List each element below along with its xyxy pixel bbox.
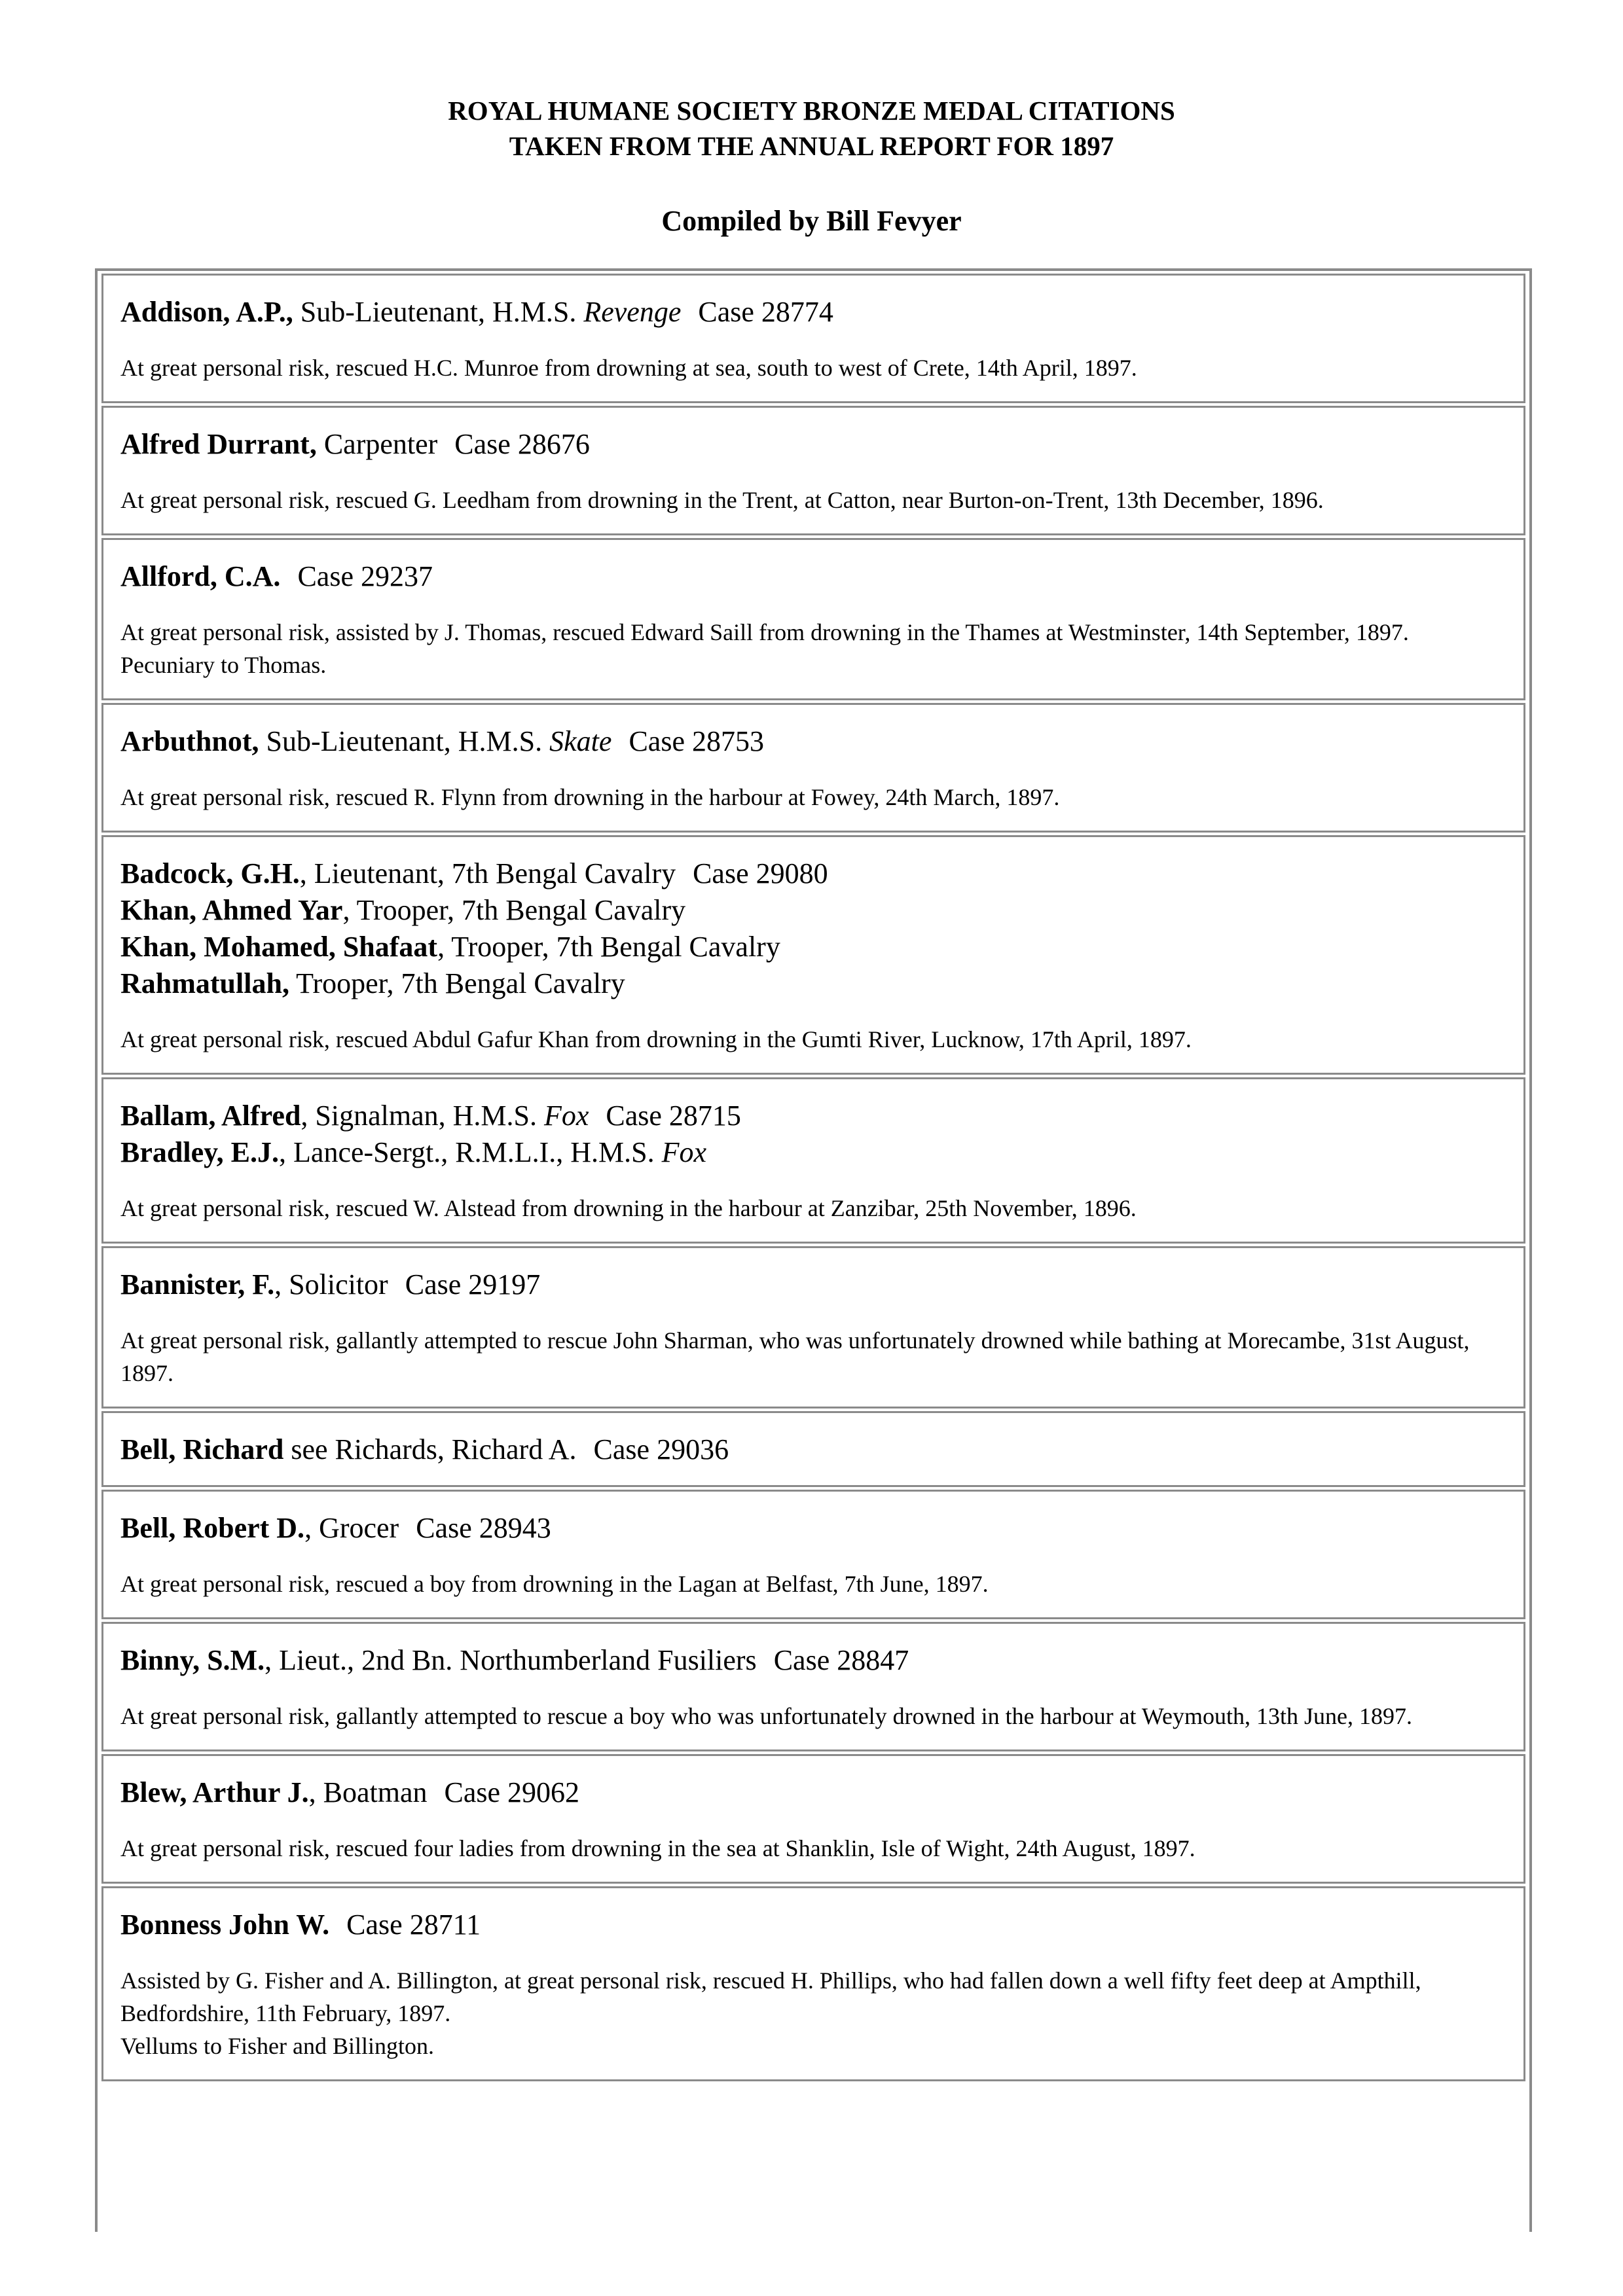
citation-heading-line [120, 965, 1510, 1002]
citation-heading-line [120, 892, 1510, 929]
recipient-role: , Signalman, H.M.S. [301, 1100, 544, 1132]
ship-name: Fox [661, 1136, 707, 1168]
recipient-name: Ballam, Alfred [120, 1100, 301, 1132]
citation-note: Vellums to Fisher and Billington. [120, 2033, 435, 2059]
citation-entry [101, 1886, 1525, 2081]
recipient-role: , Boatman [308, 1776, 428, 1808]
citation-entry [101, 1077, 1525, 1244]
citation-note: Pecuniary to Thomas. [120, 652, 327, 678]
citation-heading-line [120, 1134, 1510, 1171]
citation-heading-line [120, 1098, 1510, 1134]
citation-description: At great personal risk, rescued Abdul Gafur Khan from drowning in the Gumti River, Lucknow, 17th April, 1897. [120, 1026, 1192, 1052]
recipient-name: Alfred Durrant, [120, 428, 317, 460]
recipient-role: Carpenter [316, 428, 438, 460]
recipient-role: , Lance-Sergt., R.M.L.I., H.M.S. [279, 1136, 662, 1168]
compiled-by: Compiled by Bill Fevyer [661, 205, 962, 237]
document-title-line-1: ROYAL HUMANE SOCIETY BRONZE MEDAL CITATIONS [448, 96, 1175, 126]
recipient-role: Trooper, 7th Bengal Cavalry [289, 967, 625, 999]
citation-entry [101, 1490, 1525, 1619]
citation-description: At great personal risk, assisted by J. Thomas, rescued Edward Saill from drowning in the Thames at Westminster, 14th September, 1897. [120, 619, 1409, 645]
citation-entry [101, 1622, 1525, 1751]
citation-entry [101, 406, 1525, 535]
citation-heading-line [120, 1510, 1510, 1547]
citation-description: At great personal risk, gallantly attempted to rescue a boy who was unfortunately drowned in the harbour at Weymouth, 13th June, 1897. [120, 1703, 1412, 1729]
case-number: Case 28943 [416, 1512, 551, 1544]
recipient-name: Arbuthnot, [120, 725, 259, 757]
citation-description: At great personal risk, rescued G. Leedham from drowning in the Trent, at Catton, near Burton-on-Trent, 13th December, 1896. [120, 487, 1324, 513]
citation-entry [101, 1411, 1525, 1487]
citation-description: Assisted by G. Fisher and A. Billington, at great personal risk, rescued H. Phillips, who had fallen down a well fifty feet deep at Ampthill, Bedfordshire, 11th February, 1897. [120, 1967, 1421, 2026]
recipient-name: Khan, Ahmed Yar [120, 894, 343, 926]
case-number: Case 29080 [693, 857, 828, 889]
recipient-role: , Solicitor [274, 1268, 388, 1300]
recipient-name: Allford, C.A. [120, 560, 281, 592]
citation-heading-line [120, 1774, 1510, 1811]
citation-entry [101, 835, 1525, 1075]
document-title-line-2: TAKEN FROM THE ANNUAL REPORT FOR 1897 [509, 131, 1114, 161]
recipient-name: Bannister, F. [120, 1268, 275, 1300]
citations-table [95, 268, 1532, 2232]
citation-description: At great personal risk, gallantly attempted to rescue John Sharman, who was unfortunately drowned while bathing at Morecambe, 31st August, 1897. [120, 1327, 1470, 1386]
citation-description: At great personal risk, rescued W. Alstead from drowning in the harbour at Zanzibar, 25th November, 1896. [120, 1195, 1137, 1221]
citation-entry [101, 1754, 1525, 1884]
citation-description: At great personal risk, rescued a boy from drowning in the Lagan at Belfast, 7th June, 1897. [120, 1571, 989, 1597]
case-number: Case 29062 [444, 1776, 580, 1808]
citation-heading-line [120, 1642, 1510, 1679]
citation-description: At great personal risk, rescued H.C. Munroe from drowning at sea, south to west of Crete, 14th April, 1897. [120, 355, 1137, 381]
case-number: Case 28847 [773, 1644, 909, 1676]
case-number: Case 28676 [454, 428, 590, 460]
recipient-role: , Lieut., 2nd Bn. Northumberland Fusiliers [264, 1644, 757, 1676]
ship-name: Revenge [583, 296, 682, 328]
citation-entry [101, 274, 1525, 403]
citation-heading-line [120, 1907, 1510, 1943]
recipient-name: Badcock, G.H. [120, 857, 300, 889]
recipient-name: Addison, A.P., [120, 296, 293, 328]
citation-description: At great personal risk, rescued four ladies from drowning in the sea at Shanklin, Isle of Wight, 24th August, 1897. [120, 1835, 1195, 1861]
citation-heading-line [120, 294, 1510, 331]
citation-entry [101, 703, 1525, 833]
recipient-name: Khan, Mohamed, Shafaat [120, 931, 438, 963]
case-number: Case 28711 [346, 1909, 481, 1941]
recipient-role: see Richards, Richard A. [283, 1433, 577, 1465]
recipient-name: Binny, S.M. [120, 1644, 265, 1676]
citation-heading-line [120, 1266, 1510, 1303]
citation-description: At great personal risk, rescued R. Flynn from drowning in the harbour at Fowey, 24th March, 1897. [120, 784, 1060, 810]
citation-entry [101, 538, 1525, 700]
ship-name: Skate [549, 725, 612, 757]
citation-heading-line [120, 855, 1510, 892]
recipient-name: Rahmatullah, [120, 967, 289, 999]
case-number: Case 29036 [593, 1433, 729, 1465]
recipient-name: Bell, Richard [120, 1433, 284, 1465]
case-number: Case 28753 [629, 725, 764, 757]
recipient-name: Blew, Arthur J. [120, 1776, 309, 1808]
recipient-role: , Grocer [304, 1512, 399, 1544]
case-number: Case 29197 [405, 1268, 541, 1300]
case-number: Case 29237 [297, 560, 433, 592]
recipient-role: Sub-Lieutenant, H.M.S. [293, 296, 584, 328]
recipient-role: , Trooper, 7th Bengal Cavalry [342, 894, 686, 926]
recipient-role: Sub-Lieutenant, H.M.S. [259, 725, 550, 757]
citation-entry [101, 1246, 1525, 1408]
case-number: Case 28715 [606, 1100, 741, 1132]
citation-heading-line [120, 929, 1510, 965]
page-header [0, 93, 1623, 240]
ship-name: Fox [544, 1100, 589, 1132]
citation-heading-line [120, 723, 1510, 760]
citation-heading-line [120, 1431, 1510, 1468]
recipient-name: Bell, Robert D. [120, 1512, 305, 1544]
case-number: Case 28774 [698, 296, 833, 328]
recipient-name: Bonness John W. [120, 1909, 330, 1941]
recipient-role: , Lieutenant, 7th Bengal Cavalry [299, 857, 676, 889]
recipient-role: , Trooper, 7th Bengal Cavalry [437, 931, 780, 963]
recipient-name: Bradley, E.J. [120, 1136, 280, 1168]
citation-heading-line [120, 558, 1510, 595]
citation-heading-line [120, 426, 1510, 463]
